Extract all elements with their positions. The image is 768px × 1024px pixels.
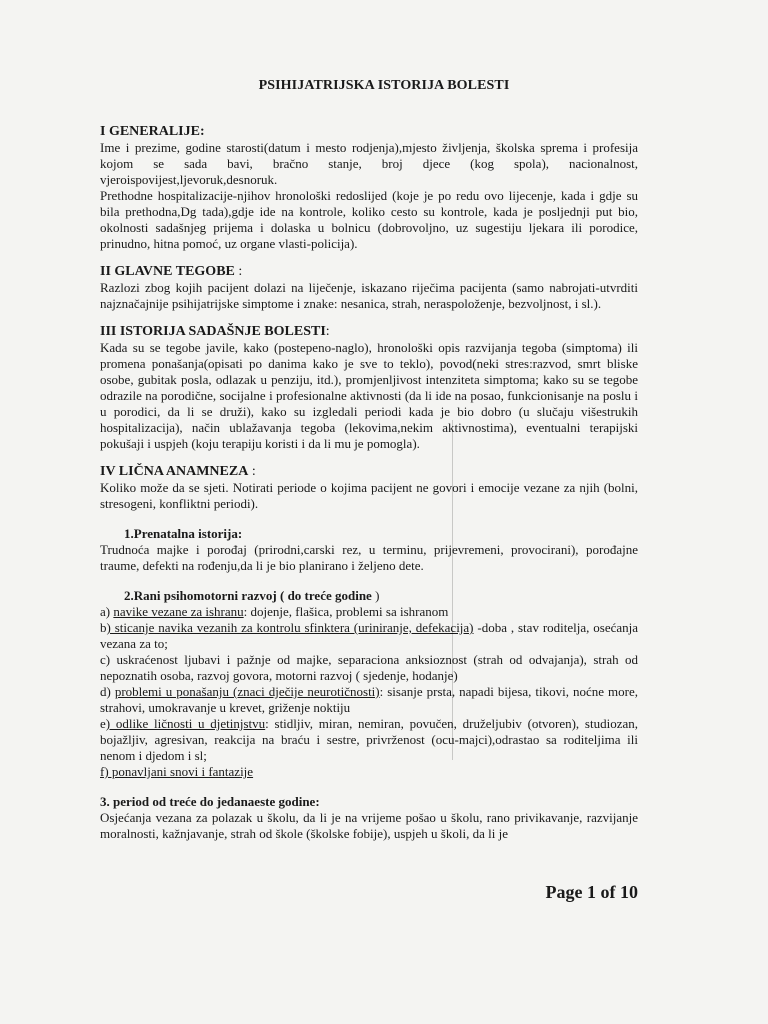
section-heading-istorija-sadasnje-bolesti: III ISTORIJA SADAŠNJE BOLESTI: <box>100 324 330 339</box>
page-title: PSIHIJATRIJSKA ISTORIJA BOLESTI <box>258 78 510 93</box>
list-item-d: d) problemi u ponašanju (znaci dječije neurotičnosti): sisanje prsta, napadi bijesa, tikovi, noćne more, strahovi, umokravanje u krevet, griženje noktiju <box>100 684 638 715</box>
paragraph: Osjećanja vezana za polazak u školu, da li je na vrijeme pošao u školu, rano privikavanje, razvijanje moralnosti, kažnjavanje, strah od škole (školske fobije), uspjeh u školi, da li je <box>100 810 638 841</box>
list-item-b: b) sticanje navika vezanih za kontrolu sfinktera (uriniranje, defekacija) -doba , stav roditelja, osećanja vezana za to; <box>100 620 639 651</box>
subsection-heading-prenatalna: 1.Prenatalna istorija: <box>124 526 243 541</box>
subsection-heading-rani-razvoj: 2.Rani psihomotorni razvoj ( do treće godine ) <box>124 588 380 603</box>
list-item-e: e) odlike ličnosti u djetinjstvu: stidljiv, miran, nemiran, povučen, druželjubiv (otvoren), studiozan, bojažljiv, agresivan, reakcija na braću i sestre, privrženost (ocu-majci),odrastao sa roditeljima ili nenom i djedom i sl; <box>100 716 638 763</box>
paragraph: Prethodne hospitalizacije-njihov hronološki redoslijed (koje je po redu ovo lijecenje, kada i gdje su bila prethodna,Dg tada),gdje ide na kontrole, koliko cesto su kontrole, kada je posljednji put bio, okolnosti sadašnjeg prijema i dolaska u bolnicu (dobrovoljno, uz sugestiju ljekara ili porodice, prinudno, hitna pomoć, uz organe vlasti-policija). <box>100 188 638 251</box>
document-body <box>100 124 638 842</box>
scan-artifact-line <box>452 420 453 760</box>
list-item-c: c) uskraćenost ljubavi i pažnje od majke, separaciona anksioznost (strah od odvajanja), strah od nepoznatih osoba, razvoj govora, motorni razvoj ( sjedenje, hodanje) <box>100 652 638 683</box>
section-heading-licna-anamneza: IV LIČNA ANAMNEZA : <box>100 464 256 479</box>
paragraph: Razlozi zbog kojih pacijent dolazi na liječenje, iskazano riječima pacijenta (samo nabrojati-utvrditi najznačajnije psihijatrijske simptome i znake: nesanica, strah, neraspoloženje, bezvoljnost, i sl.). <box>100 280 638 311</box>
subsection-heading-period-3-11: 3. period od treće do jedanaeste godine: <box>100 794 320 809</box>
paragraph: Trudnoća majke i porođaj (prirodni,carski rez, u terminu, prijevremeni, provocirani), porođajne traume, defekti na rođenju,da li je bio planirano i željeno dete. <box>100 542 638 573</box>
section-heading-glavne-tegobe: II GLAVNE TEGOBE : <box>100 264 243 279</box>
list-item-f: f) ponavljani snovi i fantazije <box>100 764 254 779</box>
section-heading-generalije: I GENERALIJE: <box>100 124 205 139</box>
list-item-a: a) navike vezane za ishranu: dojenje, flašica, problemi sa ishranom <box>100 604 449 619</box>
paragraph: Koliko može da se sjeti. Notirati periode o kojima pacijent ne govori i emocije vezane za njih (bolni, stresogeni, konfliktni periodi). <box>100 480 638 511</box>
paragraph: Ime i prezime, godine starosti(datum i mesto rodjenja),mjesto življenja, školska sprema i profesija kojom se sada bavi, bračno stanje, broj djece (kog spola), nacionalnost, vjeroispovijest,ljevoruk,desnoruk. <box>100 140 638 187</box>
paragraph: Kada su se tegobe javile, kako (postepeno-naglo), hronološki opis razvijanja tegoba (simptoma) ili promena ponašanja(opisati po danima kako je sve to teklo), povod(neki stres:razvod, smrt bliske osobe, gubitak posla, odlazak u penziju, itd.), promjenljivost intenziteta simptoma; kako su se tegobe odrazile na porodične, socijalne i profesionalne aktivnosti (da li ide na posao, funkcionisanje na poslu i u porodici, da li se druži), kako su izgledali periodi kada je bio dobro (u slučaju višestrukih hospitalizacija), način ublažavanja tegoba (lekovima,nekim aktivnostima), eventualni terapijski pokušaji i uspjeh (koju terapiju koristi i da li mu je pomogla). <box>100 340 638 451</box>
page-number: Page 1 of 10 <box>545 882 638 902</box>
